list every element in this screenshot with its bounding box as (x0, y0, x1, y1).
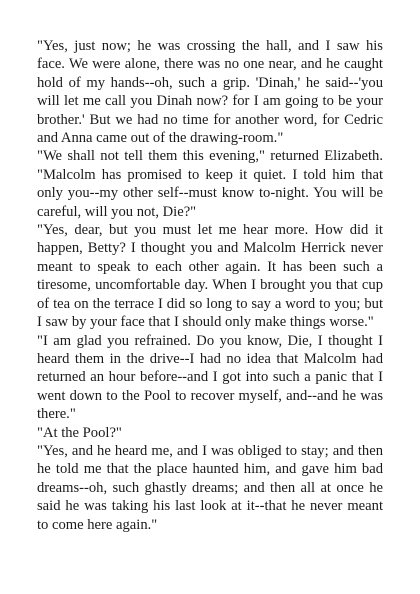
paragraph-2: "We shall not tell them this evening," returned Elizabeth. "Malcolm has promised to keep it quiet. I told him that only you--my other self--must know to-night. You will be careful, will you not, Die?" (37, 148, 383, 220)
page-body (37, 37, 383, 534)
paragraph-5: "At the Pool?" (37, 424, 122, 441)
paragraph-1: "Yes, just now; he was crossing the hall, and I saw his face. We were alone, there was no one near, and he caught hold of my hands--oh, such a grip. 'Dinah,' he said--'you will let me call you Dinah now? for I am going to be your brother.' But we had no time for another word, for Cedric and Anna came out of the drawing-room." (37, 38, 383, 147)
paragraph-6: "Yes, and he heard me, and I was obliged to stay; and then he told me that the place haunted him, and gave him bad dreams--oh, such ghastly dreams; and then all at once he said he was taking his last look at it--that he never meant to come here again." (37, 442, 383, 533)
paragraph-4: "I am glad you refrained. Do you know, Die, I thought I heard them in the drive--I had no idea that Malcolm had returned an hour before--and I got into such a panic that I went down to the Pool to recover myself, and--and he was there." (37, 332, 383, 423)
paragraph-3: "Yes, dear, but you must let me hear more. How did it happen, Betty? I thought you and Malcolm Herrick never meant to speak to each other again. It has been such a tiresome, uncomfortable day. When I brought you that cup of tea on the terrace I did so long to say a word to you; but I saw by your face that I should only make things worse." (37, 222, 383, 331)
